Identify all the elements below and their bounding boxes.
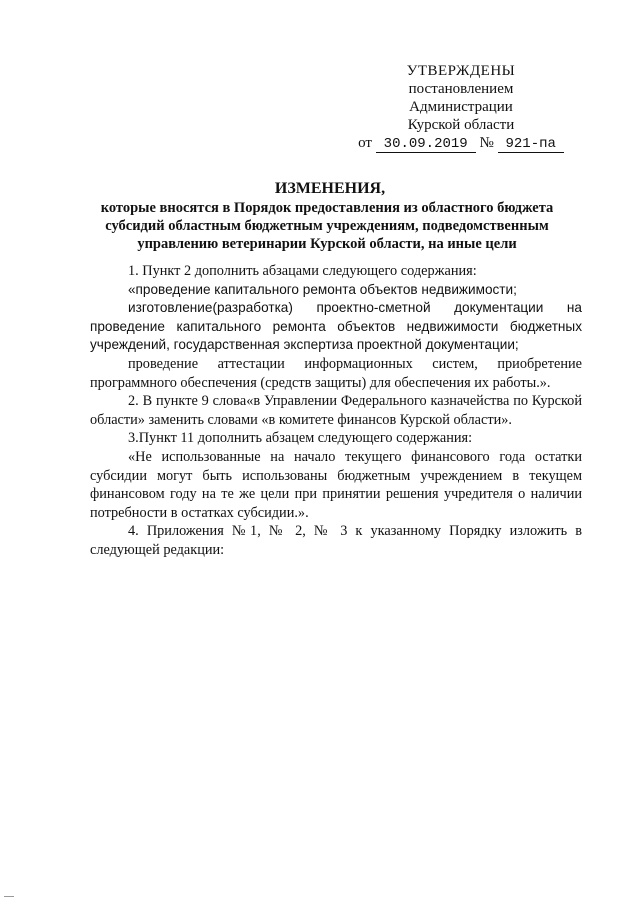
paragraph-2: «проведение капитального ремонта объектов недвижимости; — [128, 281, 517, 297]
approval-date-row — [356, 134, 566, 153]
approval-date: 30.09.2019 — [376, 136, 476, 153]
approval-stamp — [356, 62, 566, 153]
paragraph-4: проведение аттестации информационных систем, приобретение программного обеспечения (средств защиты) для обеспечения их работы.». — [90, 355, 582, 391]
number-prefix: № — [479, 135, 494, 151]
approval-heading: УТВЕРЖДЕНЫ — [406, 63, 516, 79]
approval-line-1: постановлением Администрации — [408, 81, 514, 115]
paragraph-7: «Не использованные на начало текущего финансового года остатки субсидии могут быть использованы бюджетным учреждением в текущем финансовом году на те же цели при принятии решения учредителя о наличии потребности в остатках субсидии.». — [90, 448, 582, 521]
document-subtitle: которые вносятся в Порядок предоставления из областного бюджета субсидий областным бюджетным учреждениям, подведомственным управлению ветеринарии Курской области, на иные цели — [100, 200, 554, 252]
paragraph-5: 2. В пункте 9 слова«в Управлении Федерального казначейства по Курской области» заменить словами «в комитете финансов Курской области». — [90, 393, 582, 428]
scan-edge-mark — [4, 896, 14, 897]
paragraph-1: 1. Пункт 2 дополнить абзацами следующего содержания: — [128, 263, 477, 279]
document-body — [90, 262, 582, 560]
approval-line-2: Курской области — [407, 117, 515, 133]
paragraph-8: 4. Приложения №1, № 2, № 3 к указанному Порядку изложить в следующей редакции: — [90, 523, 582, 558]
approval-number: 921-па — [498, 136, 564, 153]
document-title: ИЗМЕНЕНИЯ, — [274, 180, 386, 197]
date-prefix: от — [358, 135, 372, 151]
paragraph-6: 3.Пункт 11 дополнить абзацем следующего содержания: — [128, 430, 473, 447]
paragraph-3: изготовление(разработка) проектно-сметной документации на проведение капитального ремонта объектов недвижимости бюджетных учреждений, государственная экспертиза проектной документации; — [90, 300, 582, 353]
